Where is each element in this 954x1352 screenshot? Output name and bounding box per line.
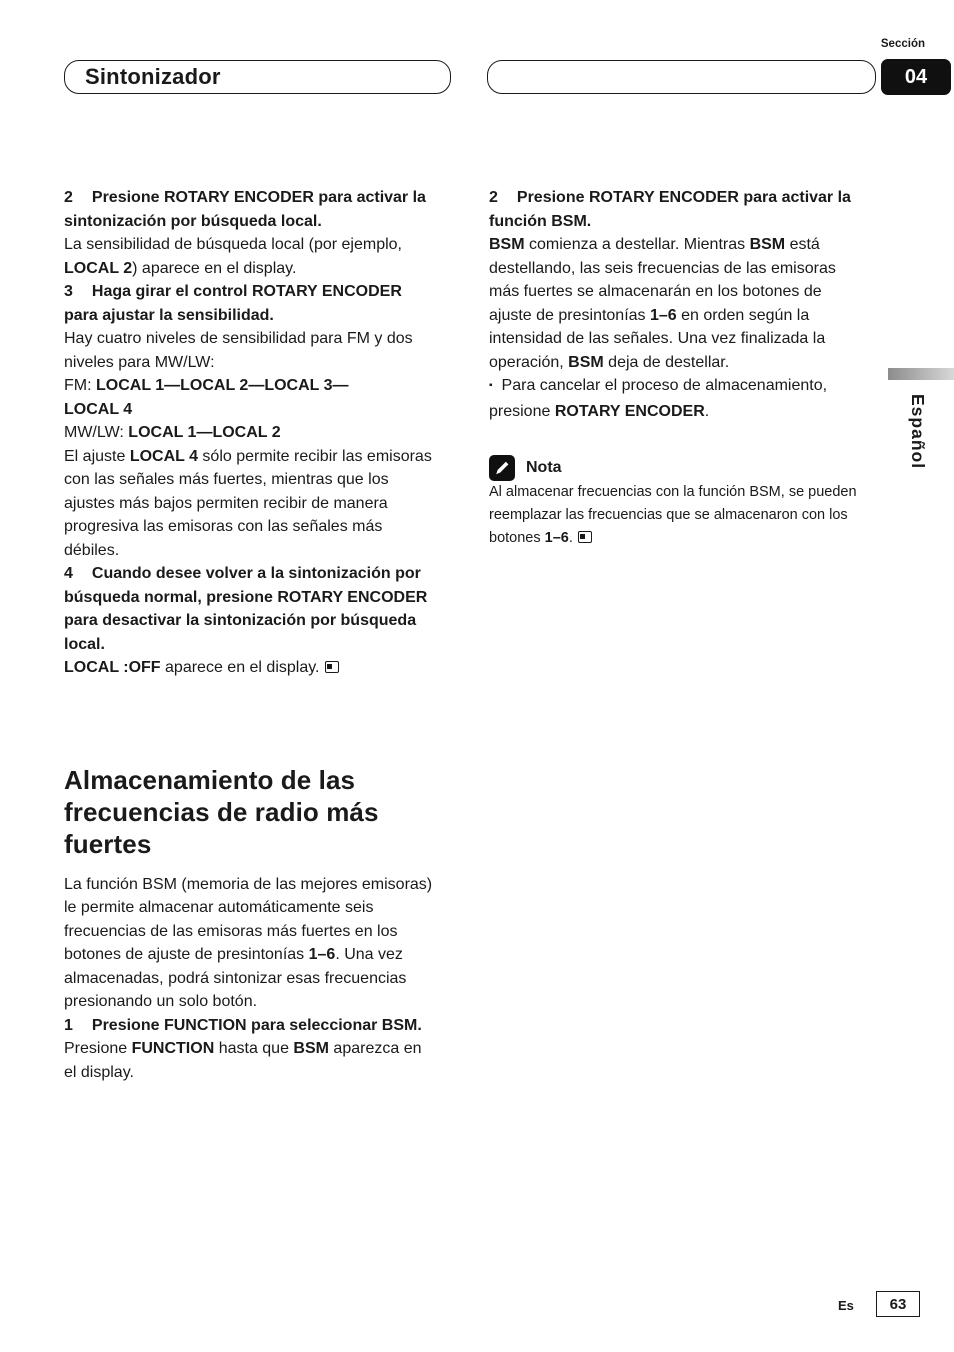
section-heading: Almacenamiento de las frecuencias de radio más fuertes <box>64 764 379 859</box>
step-number: 1 <box>64 1016 73 1034</box>
step-heading <box>64 562 436 656</box>
page-title: Sintonizador <box>85 64 221 89</box>
paragraph: Presione FUNCTION hasta que BSM aparezca en el display. <box>64 1040 422 1081</box>
page-number-box: 63 <box>876 1291 920 1317</box>
step-heading-text: Presione ROTARY ENCODER para activar la sintonización por búsqueda local. <box>64 189 426 230</box>
paragraph: La sensibilidad de búsqueda local (por ejemplo, LOCAL 2) aparece en el display. <box>64 236 402 277</box>
step-number: 2 <box>489 189 498 206</box>
left-column <box>64 186 436 1084</box>
footer-language-label: Es <box>838 1298 854 1313</box>
step-number: 4 <box>64 565 73 582</box>
step-heading-text: Presione FUNCTION para seleccionar BSM. <box>91 1016 422 1034</box>
step-heading-text: Haga girar el control ROTARY ENCODER para ajustar la sensibilidad. <box>64 283 402 324</box>
section-label: Sección <box>880 38 925 50</box>
paragraph: BSM comienza a destellar. Mientras BSM está destellando, las seis frecuencias de las emisoras más fuertes se almacenarán en los botones de ajuste de presintonías 1–6 en orden según la intensidad de las señales. Una vez finalizada la operación, BSM deja de destellar. <box>489 236 836 371</box>
step-heading <box>64 280 436 327</box>
end-marker-icon <box>325 661 339 673</box>
header-outline-box <box>487 60 876 94</box>
step-heading <box>64 1014 436 1038</box>
paragraph: La función BSM (memoria de las mejores emisoras) le permite almacenar automáticamente seis frecuencias de las emisoras más fuertes en los botones de ajuste de presintonías 1–6. Una vez almacenadas, podrá sintonizar esas frecuencias presionando un solo botón. <box>64 875 433 1010</box>
note-text: Al almacenar frecuencias con la función BSM, se pueden reemplazar las frecuencias que se almacenaron con los botones 1–6. <box>489 484 857 546</box>
note-header <box>489 455 861 481</box>
sidebar-gradient-bar <box>888 368 954 380</box>
section-tab <box>64 60 451 94</box>
step-number: 2 <box>64 189 73 206</box>
paragraph: Hay cuatro niveles de sensibilidad para FM y dos niveles para MW/LW: FM: LOCAL 1—LOCAL 2—LOCAL 3— LOCAL 4 MW/LW: LOCAL 1—LOCAL 2 El ajuste LOCAL 4 sólo permite recibir las emisoras con las señales más fuertes, mientras que los ajustes más bajos permiten recibir de manera progresiva las emisoras con las señales más débiles. <box>64 330 432 559</box>
section-number-badge: 04 <box>881 59 951 95</box>
vertical-language-label: Español <box>908 394 928 470</box>
bullet-paragraph: ▪ Para cancelar el proceso de almacenamiento, presione ROTARY ENCODER. <box>489 377 828 420</box>
step-number: 3 <box>64 283 73 300</box>
pencil-note-icon <box>489 455 515 481</box>
square-bullet-icon: ▪ <box>489 380 493 391</box>
step-heading <box>64 186 436 233</box>
note-title: Nota <box>526 459 562 477</box>
note-block <box>489 455 861 550</box>
end-marker-icon <box>578 531 592 543</box>
right-column <box>489 186 861 550</box>
paragraph: LOCAL :OFF aparece en el display. <box>64 656 436 680</box>
step-heading <box>489 186 861 233</box>
step-heading-text: Cuando desee volver a la sintonización por búsqueda normal, presione ROTARY ENCODER para desactivar la sintonización por búsqueda local. <box>64 565 428 653</box>
step-heading-text: Presione ROTARY ENCODER para activar la función BSM. <box>489 189 851 230</box>
